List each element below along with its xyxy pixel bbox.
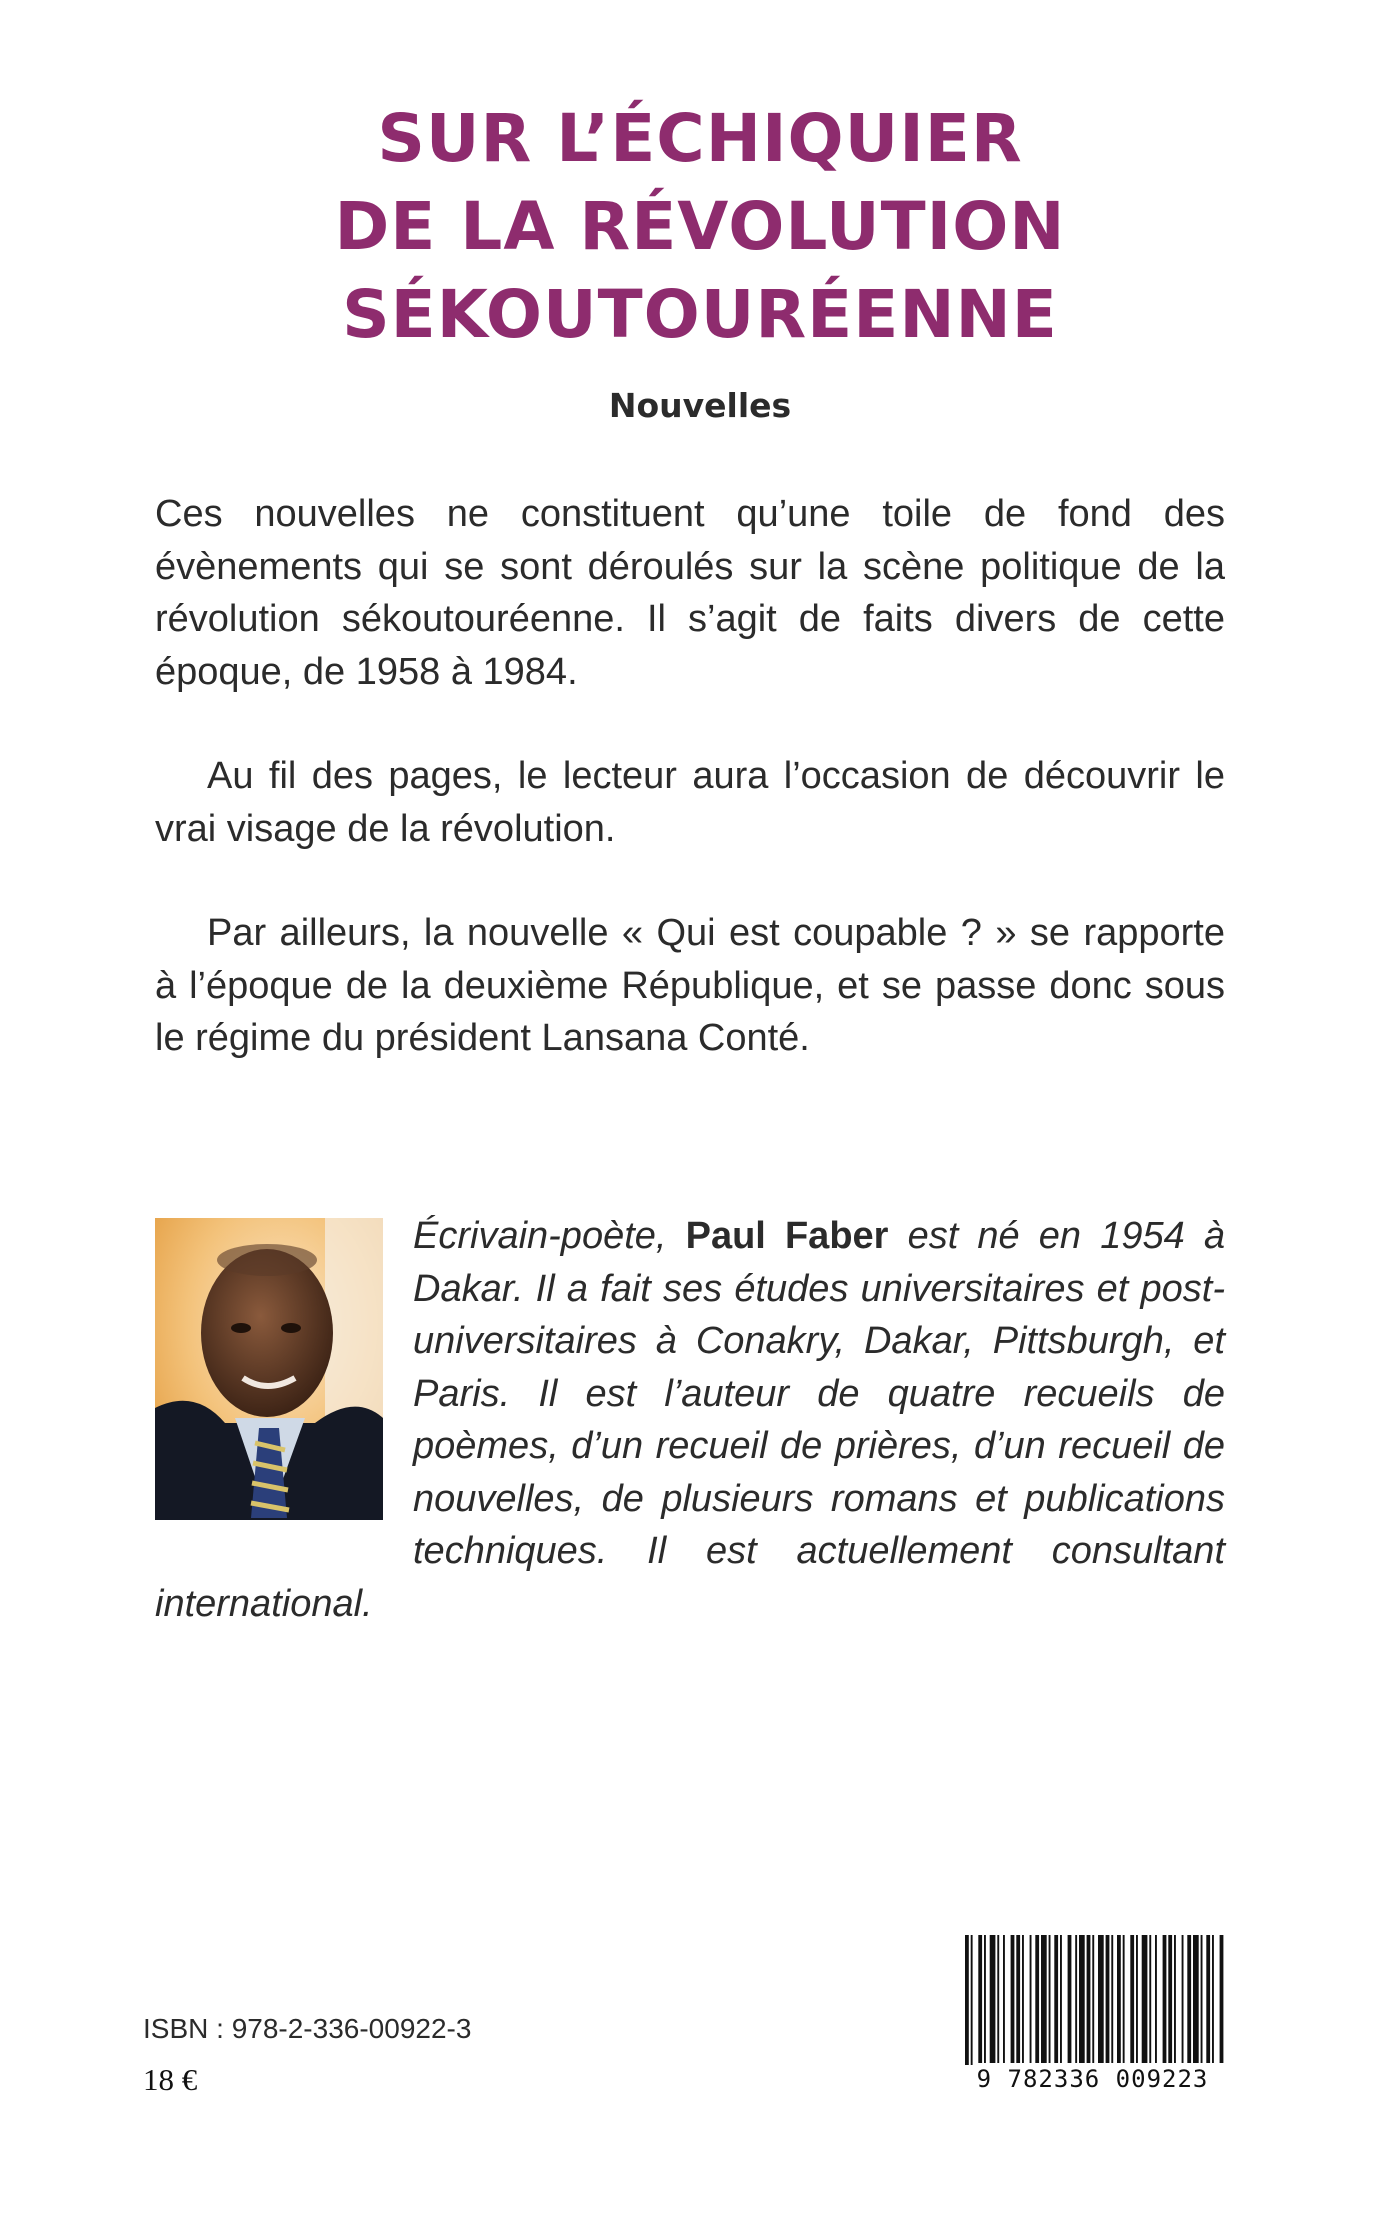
barcode-bar (1123, 1935, 1125, 2063)
barcode-bar (978, 1935, 982, 2063)
barcode-bar (1111, 1935, 1113, 2063)
barcode-bar (1049, 1935, 1051, 2063)
genre-subtitle: Nouvelles (608, 386, 792, 425)
barcode-bar (1011, 1935, 1015, 2063)
author-bio (155, 1210, 1225, 1630)
barcode-bar (1079, 1935, 1085, 2063)
barcode-bar (1182, 1935, 1184, 2063)
blurb-paragraph-1: Ces nouvelles ne constituent qu’une toile de fond des évènements qui se sont déroulés sur la scène politique de la révolution sékoutouréenne. Il s’agit de faits divers de cette époque, de 1958 à 1984. (155, 493, 1225, 693)
barcode-bar (990, 1935, 996, 2063)
barcode-bar (1155, 1935, 1157, 2063)
barcode-bar (1003, 1935, 1005, 2063)
barcode-bar (1117, 1935, 1121, 2063)
barcode-bar (1168, 1935, 1172, 2063)
barcode-bars (955, 1935, 1230, 2075)
author-photo (155, 1218, 383, 1520)
barcode-bar (1201, 1935, 1203, 2063)
author-portrait-image (155, 1218, 383, 1520)
barcode-bar (1035, 1935, 1039, 2063)
isbn: ISBN : 978-2-336-00922-3 (143, 2013, 472, 2044)
bio-intro: Écrivain-poète, (413, 1215, 686, 1257)
title-line-3: SÉKOUTOURÉENNE (342, 276, 1058, 353)
barcode-bar (1087, 1935, 1091, 2063)
barcode-bar (1098, 1935, 1104, 2063)
author-name: Paul Faber (685, 1215, 889, 1257)
barcode-bar (1106, 1935, 1110, 2063)
blurb (155, 488, 1225, 1117)
barcode-bar (971, 1935, 973, 2075)
barcode-bar (1142, 1935, 1148, 2063)
blurb-paragraph-2: Au fil des pages, le lecteur aura l’occasion de découvrir le vrai visage de la révolution. (155, 755, 1225, 850)
barcode-bar (997, 1935, 999, 2063)
barcode-bar (1163, 1935, 1167, 2063)
barcode-bar (1075, 1935, 1077, 2063)
barcode-bar (1030, 1935, 1032, 2063)
barcode (955, 1935, 1230, 2100)
barcode-bar (1092, 1935, 1094, 2063)
title-line-2: DE LA RÉVOLUTION (334, 188, 1066, 265)
price: 18 € (143, 2062, 198, 2097)
barcode-bar (1060, 1935, 1062, 2063)
barcode-bar (1054, 1935, 1058, 2063)
barcode-bar (1041, 1935, 1047, 2063)
barcode-bar (1068, 1935, 1072, 2063)
barcode-bar (1130, 1935, 1134, 2063)
barcode-bar (965, 1935, 969, 2075)
barcode-bar (1193, 1935, 1199, 2063)
barcode-bar (1206, 1935, 1210, 2063)
blurb-paragraph-3: Par ailleurs, la nouvelle « Qui est coupable ? » se rapporte à l’époque de la deuxième République, et se passe donc sous le régime du président Lansana Conté. (155, 912, 1225, 1059)
barcode-bar (1174, 1935, 1176, 2063)
barcode-bar (1136, 1935, 1138, 2063)
barcode-bar (1022, 1935, 1024, 2063)
book-title (0, 95, 1400, 359)
barcode-bar (1212, 1935, 1214, 2063)
barcode-bar (1149, 1935, 1151, 2063)
title-line-1: SUR L’ÉCHIQUIER (377, 100, 1023, 177)
barcode-bar (1187, 1935, 1191, 2063)
barcode-digits: 9 782336 009223 (955, 2065, 1230, 2093)
barcode-bar (1220, 1935, 1224, 2063)
barcode-bar (1016, 1935, 1020, 2063)
bio-text: est né en 1954 à Dakar. Il a fait ses études universitaires et post-universitaires à Conakry, Dakar, Pittsburgh, et Paris. Il est l’auteur de quatre recueils de poèmes, d’un recueil de prières, d’un recueil de nouvelles, de plusieurs romans et publications techniques. Il est actuellement consultant international. (155, 1215, 1225, 1625)
barcode-bar (984, 1935, 986, 2063)
